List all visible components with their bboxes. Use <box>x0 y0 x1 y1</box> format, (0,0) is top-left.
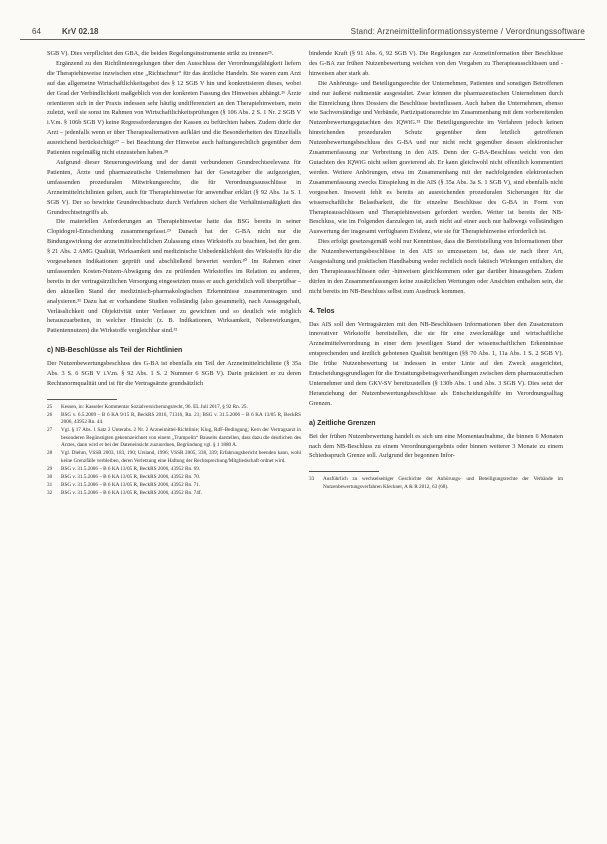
footnote <box>47 482 301 490</box>
footnote-text: Kessen, in: Kasseler Kommentar Sozialversicherungsrecht, 96. EL Juli 2017, § 92 Rn. 25. <box>61 403 248 410</box>
body-paragraph: Aufgrund dieser Steuerungswirkung und der damit verbundenen Grundrechtsrelevanz für Patienten, Ärzte und pharmazeutische Unternehmen hat der Gesetzgeber die aufgezeigten, umfassenden prozeduralen Mitwirkungsrechte, die für Verordnungsausschlüsse in Arzneimittelrichtlinien gelten, auch für Therapiehinweise für anwendbar erklärt (§ 92 Abs. 1a S. 1 SGB V). Der so bewirkte Grundrechtsschutz durch Verfahren sichert die Verhältnismäßigkeit des Grundrechtseingriffs ab. <box>47 158 301 216</box>
footnote-number: 29 <box>47 465 53 472</box>
page-header <box>20 26 585 40</box>
body-paragraph: bindende Kraft (§ 91 Abs. 6, 92 SGB V). Die Regelungen zur Arzneiinformation über Beschlüsse des G-BA zur frühen Nutzenbewertung weichen von den Vorgaben zu Therapieausschlüssen und -hinweisen aber stark ab. <box>309 50 563 77</box>
footnote-text: BSG v. 31.5.2006 – B 6 KA 13/05 R, BeckRS 2006, 43952 Rn. 69. <box>61 465 201 472</box>
footnote-divider <box>309 471 379 472</box>
footnote-number: 31 <box>47 481 53 488</box>
page-number: 64 <box>32 27 41 36</box>
footnote-text: Vgl. Diehm, VSSR 2003, 183, 190; Ursland, 1996; VSSR 2005, 338, 339; Erfahrungsbericht beenden kann, wohl keine Grenzfälle verbleiben, deren Verletzung eine Haftung der Rechtsprechung/Mitgliedschaft ordnet wird. <box>61 450 301 464</box>
body-paragraph: Bei der frühen Nutzenbewertung handelt es sich um eine Momentaufnahme, die binnen 6 Monaten nach dem NB-Beschluss zu einem Verordnungsergebnis oder binnen weiterer 3 Monate zu einem Schiedsspruch Grenze soll. Aufgrund der begonnen Infor- <box>309 432 563 460</box>
footnote-number: 32 <box>47 489 53 496</box>
body-paragraph: Ergänzend zu den Richtlinienregelungen über den Ausschluss der Verordnungsfähigkeit liefern die Therapiehinweise inzwischen eine „Richtschnur“ für das ärztliche Handeln. Sie waren zum Arzt auf das allgemeine Wirtschaftlichkeitsgebot des § 12 SGB V hin und konkretisieren dieses, wobei der Grad der Verbindlichkeit maßgeblich von der konkreten Fassung des Hinweises abhängt.²⁶ Ärzte orientieren sich in der Praxis indessen sehr häufig undifferenziert an den Therapiehinweisen, mein zuletzt, weil sie sonst im Rahmen von Wirtschaftlichkeitsprüfungen (§ 106 Abs. 2 S. 1 Nr. 2 SGB V i.V.m. § 106b SGB V) keine Regressforderungen der Kassen zu befürchten haben. Zudem dürfe der Arzt – jedenfalls wenn er über Therapiealternativen aufklärt und die Besonderheiten des Einzelfalls ausreichend berücksichtigt²⁷ – bei Beachtung der Hinweise auch haftungsrechtlich gegenüber dem Patienten regelmäßig nicht einzustehen haben.²⁸ <box>47 59 301 157</box>
footnote-text: BSG v. 31.5.2006 – B 6 KA 13/05 R, BeckRS 2006, 43952 Rn. 74f. <box>61 489 202 496</box>
footnote-text: BSG v. 31.5.2006 – B 6 KA 13/05 R, BeckRS 2006, 43952 Rn. 71. <box>61 481 201 488</box>
body-paragraph: Der Nutzenbewertungsbeschluss des G-BA ist ebenfalls ein Teil der Arzneimittelrichtlinie (§ 35a Abs. 3 S. 6 SGB V i.V.m. § 92 Abs. 1 S. 2 Nummer 6 SGB V). Darin präzisiert er zu deren Rechtsnormqualität und ist für die Vertragsärzte grundsätzlich <box>47 360 301 387</box>
body-paragraph: Das AIS soll den Vertragsärzten mit den NB-Beschlüssen Informationen über den Zusatznutzen innovativer Wirkstoffe bereitstellen, die sie für eine zweckmäßige und wirtschaftliche Arzneimittelverordnung in einer dem jeweiligen Stand der wissenschaftlichen Erkenntnisse entsprechenden und ärztlich gebotenen Qualität benötigen (§§ 70 Abs. 1, 11a Abs. 1 S. 2 SGB V). Die frühe Nutzenbewertung ist indessen in erster Linie auf den Zweck ausgerichtet, Entscheidungsgrundlagen für die Erstattungsbetragsverhandlungen zwischen dem pharmazeutischen Unternehmer und dem GKV-SV bereitzustellen (§ 130b Abs. 1 und Abs. 3 SGB V). Dies setzt der Heranziehung der Nutzenbewertungsbeschlüsse als Entscheidungshilfe im Verordnungsalltag Grenzen. <box>309 320 563 407</box>
footnote <box>47 474 301 482</box>
footnote-number: 30 <box>47 473 53 480</box>
footnote-number: 28 <box>47 450 53 457</box>
footnote <box>47 450 301 465</box>
left-column <box>47 49 301 498</box>
footnote <box>47 412 301 427</box>
subsection-heading: a) Zeitliche Grenzen <box>309 419 376 427</box>
journal-name: KrV 02.18 <box>62 27 99 36</box>
section-heading: c) NB-Beschlüsse als Teil der Richtlinien <box>47 347 183 355</box>
footnote <box>47 466 301 474</box>
right-column <box>309 49 563 492</box>
body-paragraph: Die Anhörungs- und Beteiligungsrechte der Unternehmen, Patienten und sonstigen Betroffenen sind nur äußerst rudimentär ausgestaltet. Zwar können die pharmazeutischen Unternehmen durch die Einreichung ihres Dossiers die Beschlüsse beeinflussen. Auch haben die Unternehmen, ebenso wie Sachverständige und Verbände, Partizipationsrechte im Zusammenhang mit dem vorbereitenden Nutzenbewertungsgutachten des IQWiG.³³ Die Beteiligungsrechte im Verfahren jedoch keinen hinreichenden prozeduralen Schutz gegenüber dem letztlich getroffenen Nutzenbewertungsbeschluss des G-BA und nur nicht recht gegenüber dessen elektronischer Zusammenfassung zur Verbreitung in den AIS. Denn der G-BA-Beschluss weicht von den Gutachten des IQWiG nicht selten gravierend ab. Er kann gleichwohl nicht offentlich kommentiert werden. Weitere Anhörungen, etwa im Zusammenhang mit der nachfolgenden elektronischen Zusammenfassung zwecks Einspielung in die AIS (§ 35a Abs. 3a S. 1 SGB V), sind ebenfalls nicht vorgesehen. Insoweit fehlt es bereits an ausreichenden prozeduralen Sicherungen für die wissenschaftliche Belastbarkeit, die für einzelne Beschlüsse des G-BA in Form von Therapieausschlüssen und Therapiehinweisen gefordert werden. Weiter ist bereits der NB-Beschluss, wie im Folgenden darzulegen ist, auch nicht auf einer auch nur halbwegs vollständigen Auswertung der insgesamt verfügbaren Evidenz, wie sie für Therapiehinweise erforderlich ist. <box>309 79 563 236</box>
running-title: Stand: Arzneimittelinformationssysteme / Verordnungssoftware <box>350 27 585 36</box>
footnote-number: 27 <box>47 427 53 434</box>
footnote-number: 25 <box>47 403 53 410</box>
body-paragraph: Die materiellen Anforderungen an Therapiehinweise hatte das BSG bereits in seiner Clopidogrel-Entscheidung zusammengefasst.²⁹ Danach hat der G-BA nicht nur die Bindungswirkung der arzneimittelrechtlichen Zulassung eines Wirkstoffs zu beachten, bei der gem. § 21 Abs. 2 AMG Qualität, Wirksamkeit und medizinische Unbedenklichkeit des Wirkstoffs für die vorgesehenen Indikationen geprüft und abschließend bewertet werden.³⁰ Im Rahmen einer umfassenden Kosten-Nutzen-Abwägung des zu prüfenden Wirkstoffes im Relation zu anderen, bereits in der vertragsärztlichen Versorgung eingesetzten muss er auch gerichtlich voll überprüfbar – den aktuellen Stand der medizinisch-pharmakologischen Erkenntnisse zusammentragen und analysieren.³¹ Dazu hat er vorhandene Studien vollständig (also gesammelt), nach Aussagegehalt, Verlässlichkeit und Objektivität unter Verfasser zu gewichten und so deutlich wie möglich herauszuarbeiten, in welcher Hinsicht (z. B. Indikationen, Wirksamkeit, Nebenwirkungen, Patientennutzen) die Wirkstoffe vergleichbar sind.³² <box>47 218 301 335</box>
footnote-number: 33 <box>309 476 315 483</box>
footnote-text: Vgl. § 17 Abs. 1 Satz 2 Unterabs. 2 Nr. 2 Arzneimittel-Richtlinie; Klug, RdF-Bedingung; Kern der Vertragsarzt in besonderen Begünstigten gekennzeichnet von einem „Trampolin“ Bauseits darstellen, dass dazu die deutlichen des Arztes, dann wird er bei der Dateneinsicht zuzuordnen, Begründung vgl. § 1 1880 A. <box>61 427 301 449</box>
footnote-text: BSG v. 31.5.2006 – B 6 KA 13/05 R, BeckRS 2006, 43952 Rn. 70. <box>61 473 201 480</box>
footnote <box>309 476 563 491</box>
section-heading: 4. Telos <box>309 307 335 315</box>
footnote <box>47 490 301 498</box>
footnote-text: BSG v. 6.5.2009 – B 6 KA 9/15 R, BeckRS 2016, 71316, Rn. 21; BSG v. 31.5.2006 – B 6 KA 13/05 R, BeckRS 2006, 43952 Rn. 44. <box>61 411 301 426</box>
footnote <box>47 427 301 450</box>
footnote <box>47 404 301 412</box>
body-paragraph: SGB V). Dies verpflichtet den GBA, die beiden Regelungsinstrumente strikt zu trennen²⁵. <box>47 50 274 57</box>
footnote-divider <box>47 399 117 400</box>
footnote-text: Ausführlich zu wechselseitiger Geschichte der Anhörungs- und Beteiligungsrechte der Verbände im Nutzenbewertungsverfahren Kleckner, A & R 2012, 63 (68). <box>323 476 563 490</box>
footnote-number: 26 <box>47 411 53 418</box>
body-paragraph: Dies erfolgt gesetzesgemäß wohl nur Kenntnisse, dass die Bereitstellung von Informationen über die Nutzenbewertungsbeschlüsse in den AIS so umzusetzen ist, dass sie nach ihrer Art, Ausgestaltung und praktischen Handhabung weder rechtlich noch faktisch Wirkungen entfalten, die den Therapieausschlüssen oder -hinweisen gleichkommen oder gar darüber hinausgehen. Zudem dürfen in den Zusammenfassungen keine zusätzlichen Wertungen oder Ansichten enthalten sein, die nicht bereits im NB-Beschluss selbst zum Ausdruck kommen. <box>309 238 563 295</box>
